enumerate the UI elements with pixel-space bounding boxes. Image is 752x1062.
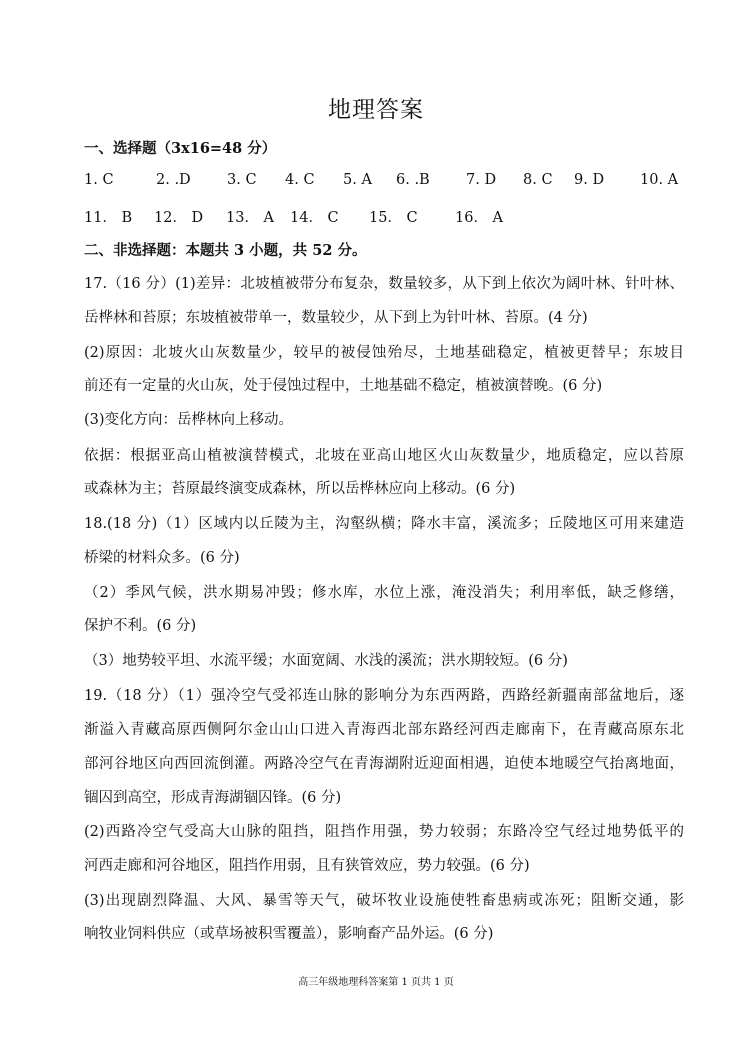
answer-line: 19.（18 分）（1）强冷空气受祁连山脉的影响分为东西两路，西路经新疆南部盆地后，逐 bbox=[84, 688, 684, 704]
mc-answer: 5. A bbox=[343, 172, 372, 188]
answer-line: 渐溢入青藏高原西侧阿尔金山山口进入青海西北部东路经河西走廊南下，在青藏高原东北 bbox=[84, 722, 684, 738]
mc-answer: 11． B bbox=[84, 210, 133, 226]
mc-answer: 9. D bbox=[574, 172, 605, 188]
mc-answer: 1. C bbox=[84, 172, 114, 188]
mc-answer: 8. C bbox=[523, 172, 553, 188]
mc-answer: 6. .B bbox=[396, 172, 430, 188]
section-1-heading: 一、选择题（3x16=48 分） bbox=[84, 140, 277, 157]
answer-line: （3）地势较平坦、水流平缓；水面宽阔、水浅的溪流；洪水期较短。(6 分) bbox=[84, 653, 568, 669]
answer-line: 部河谷地区向西回流倒灌。两路冷空气在青海湖附近迎面相遇，迫使本地暖空气抬离地面， bbox=[84, 756, 684, 772]
mc-answer: 15． C bbox=[369, 210, 418, 226]
page-footer: 高三年级地理科答案第 1 页共 1 页 bbox=[298, 977, 454, 988]
mc-answer: 13． A bbox=[226, 210, 275, 226]
mc-answer: 10. A bbox=[640, 172, 679, 188]
mc-answer: 14． C bbox=[290, 210, 339, 226]
answer-line: 响牧业饲料供应（或草场被积雪覆盖），影响畜产品外运。(6 分) bbox=[84, 926, 494, 942]
page-title: 地理答案 bbox=[328, 97, 424, 123]
answer-line: 18.(18 分)（1）区域内以丘陵为主，沟壑纵横；降水丰富，溪流多；丘陵地区可用来建造 bbox=[84, 516, 684, 532]
mc-answer: 16． A bbox=[455, 210, 504, 226]
answer-line: 桥梁的材料众多。(6 分) bbox=[84, 550, 240, 566]
answer-line: 或森林为主；苔原最终演变成森林，所以岳桦林应向上移动。(6 分) bbox=[84, 481, 516, 497]
answer-line: 岳桦林和苔原；东坡植被带单一，数量较少，从下到上为针叶林、苔原。(4 分) bbox=[84, 310, 588, 326]
answer-line: (3)变化方向：岳桦林向上移动。 bbox=[84, 412, 294, 428]
answer-line: （2）季风气候，洪水期易冲毁；修水库，水位上涨，淹没消失；利用率低，缺乏修缮， bbox=[84, 585, 684, 601]
section-2-heading: 二、非选择题：本题共 3 小题，共 52 分。 bbox=[84, 242, 367, 259]
mc-answer: 4. C bbox=[285, 172, 315, 188]
mc-answer: 7. D bbox=[466, 172, 497, 188]
answer-line: 前还有一定量的火山灰，处于侵蚀过程中，土地基础不稳定，植被演替晚。(6 分) bbox=[84, 378, 603, 394]
answer-line: (2)原因：北坡火山灰数量少，较早的被侵蚀殆尽，土地基础稳定，植被更替早；东坡目 bbox=[84, 345, 684, 361]
mc-answer: 3. C bbox=[227, 172, 257, 188]
answer-line: 保护不利。(6 分) bbox=[84, 618, 197, 634]
answer-line: (3)出现剧烈降温、大风、暴雪等天气，破坏牧业设施使牲畜患病或冻死；阻断交通，影 bbox=[84, 893, 684, 909]
answer-line: 锢囚到高空，形成青海湖锢囚锋。(6 分) bbox=[84, 790, 342, 806]
mc-answer: 2. .D bbox=[156, 172, 191, 188]
answer-line: 依据：根据亚高山植被演替模式，北坡在亚高山地区火山灰数量少，地质稳定，应以苔原 bbox=[84, 448, 684, 464]
answer-line: 河西走廊和河谷地区，阻挡作用弱，且有狭管效应，势力较强。(6 分) bbox=[84, 858, 530, 874]
answer-line: 17.（16 分）(1)差异：北坡植被带分布复杂，数量较多，从下到上依次为阔叶林、针叶林、 bbox=[84, 276, 684, 292]
answer-line: (2)西路冷空气受高大山脉的阻挡，阻挡作用强，势力较弱；东路冷空气经过地势低平的 bbox=[84, 824, 684, 840]
mc-answer: 12． D bbox=[154, 210, 204, 226]
